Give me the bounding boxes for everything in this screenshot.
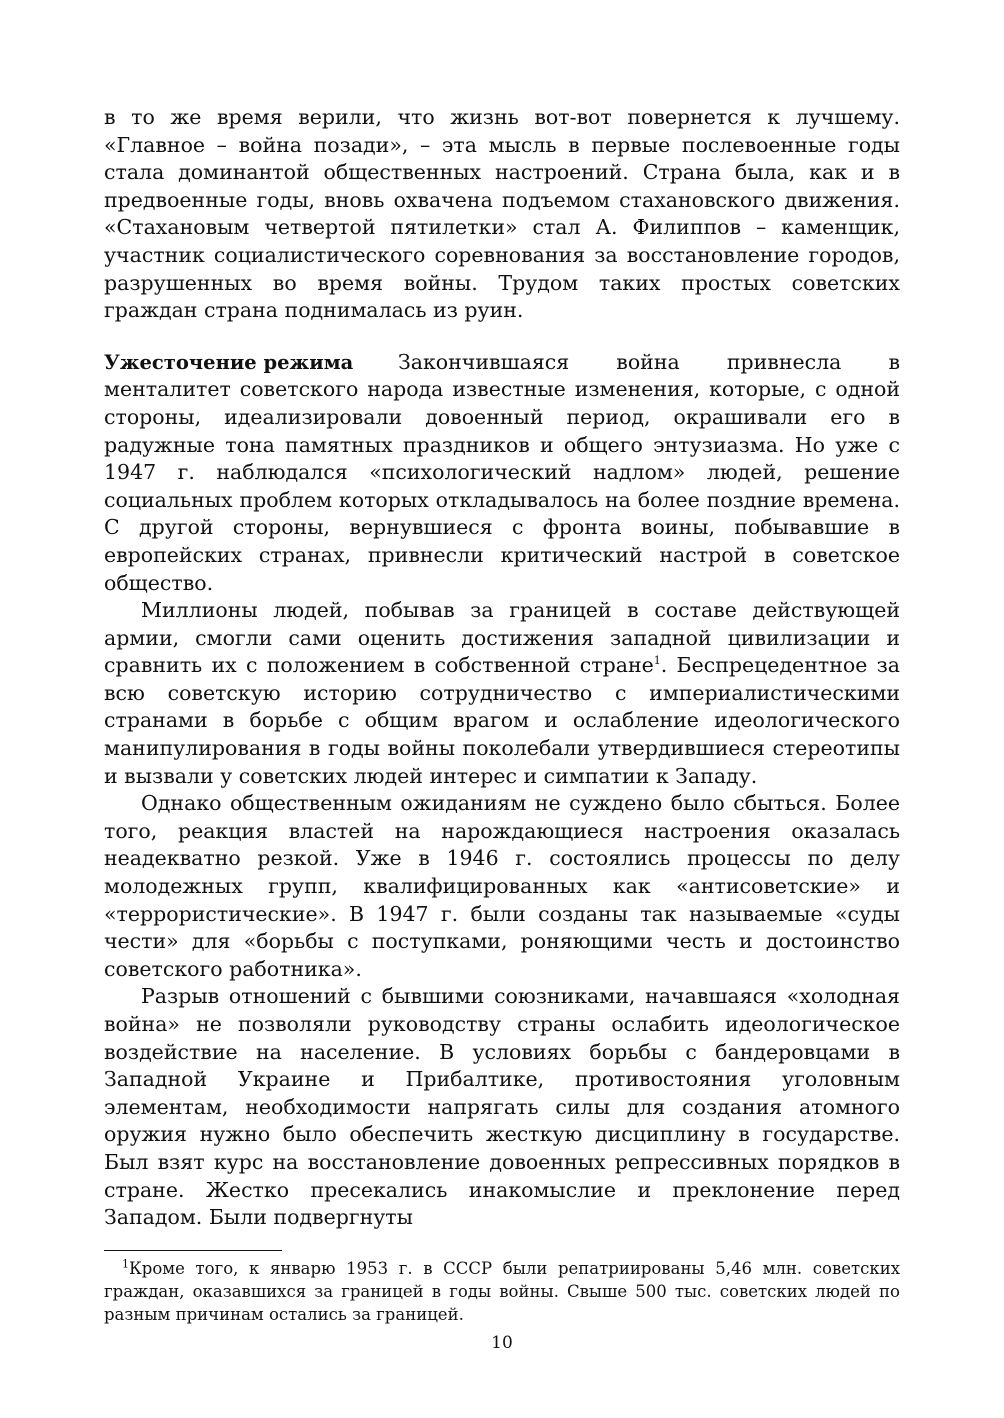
footnote-marker: 1 [122, 1257, 129, 1271]
section-heading: Ужесточение режима [104, 350, 354, 374]
paragraph-section-first: Закончившаяся война привнесла в менталитет советского народа известные изменения, которые, с одной стороны, идеализировали довоенный период, окрашивали его в радужные тона памятных праздников и общего энтузиазма. Но уже с 1947 г. наблюдался «психологический надлом» людей, решение социальных проблем которых откладывалось на более поздние времена. С другой стороны, вернувшиеся с фронта воины, побывавшие в европейских странах, привнесли критический настрой в советское общество. [104, 349, 900, 595]
paragraph-intro: в то же время верили, что жизнь вот-вот повернется к лучшему. «Главное – война позади», – эта мысль в первые послевоенные годы стала доминантой общественных настроений. Страна была, как и в предвоенные годы, вновь охвачена подъемом стахановского движения. «Стахановым четвертой пятилетки» стал А. Филиппов – каменщик, участник социалистического соревнования за восстановление городов, разрушенных во время войны. Трудом таких простых советских граждан страна поднималась из руин. [104, 105, 900, 323]
footnote-reference[interactable]: 1 [653, 654, 661, 668]
section-spacer [104, 325, 900, 349]
section-regime-tightening [104, 349, 900, 597]
page-content [104, 104, 900, 1354]
paragraph-cold-war: Разрыв отношений с бывшими союзниками, начавшаяся «холодная война» не позволяли руководству страны ослабить идеологическое воздействие на население. В условиях борьбы с бандеровцами в Западной Украине и Прибалтике, противостояния уголовным элементам, необходимости напрягать силы для создания атомного оружия нужно было обеспечить жесткую дисциплину в государстве. Был взят курс на восстановление довоенных репрессивных порядков в стране. Жестко пресекались инакомыслие и преклонение перед Западом. Были подвергнуты [104, 984, 900, 1230]
footnote-divider [104, 1250, 282, 1251]
paragraph-millions-part1: Миллионы людей, побывав за границей в составе действующей армии, смогли сами оценить достижения западной цивилизации и сравнить их с положением в собственной стране [104, 598, 900, 678]
paragraph-expectations: Однако общественным ожиданиям не суждено было сбыться. Более того, реакция властей на нарождающиеся настроения оказалась неадекватно резкой. Уже в 1946 г. состоялись процессы по делу молодежных групп, квалифицированных как «антисоветские» и «террористические». В 1947 г. были созданы так называемые «суды чести» для «борьбы с поступками, роняющими честь и достоинство советского работника». [104, 791, 900, 981]
page-number: 10 [491, 1332, 513, 1353]
footnote-text: Кроме того, к январю 1953 г. в СССР были репатриированы 5,46 млн. советских граждан, оказавшихся за границей в годы войны. Свыше 500 тыс. советских людей по разным причинам остались за границей. [104, 1258, 900, 1324]
footnote [104, 1257, 900, 1326]
paragraph-millions [104, 597, 900, 790]
paragraph-millions-part2: . Беспрецедентное за всю советскую историю сотрудничество с империалистическими странами в борьбе с общим врагом и ослабление идеологического манипулирования в годы войны поколебали утвердившиеся стереотипы и вызвали у советских людей интерес и симпатии к Западу. [104, 653, 901, 788]
